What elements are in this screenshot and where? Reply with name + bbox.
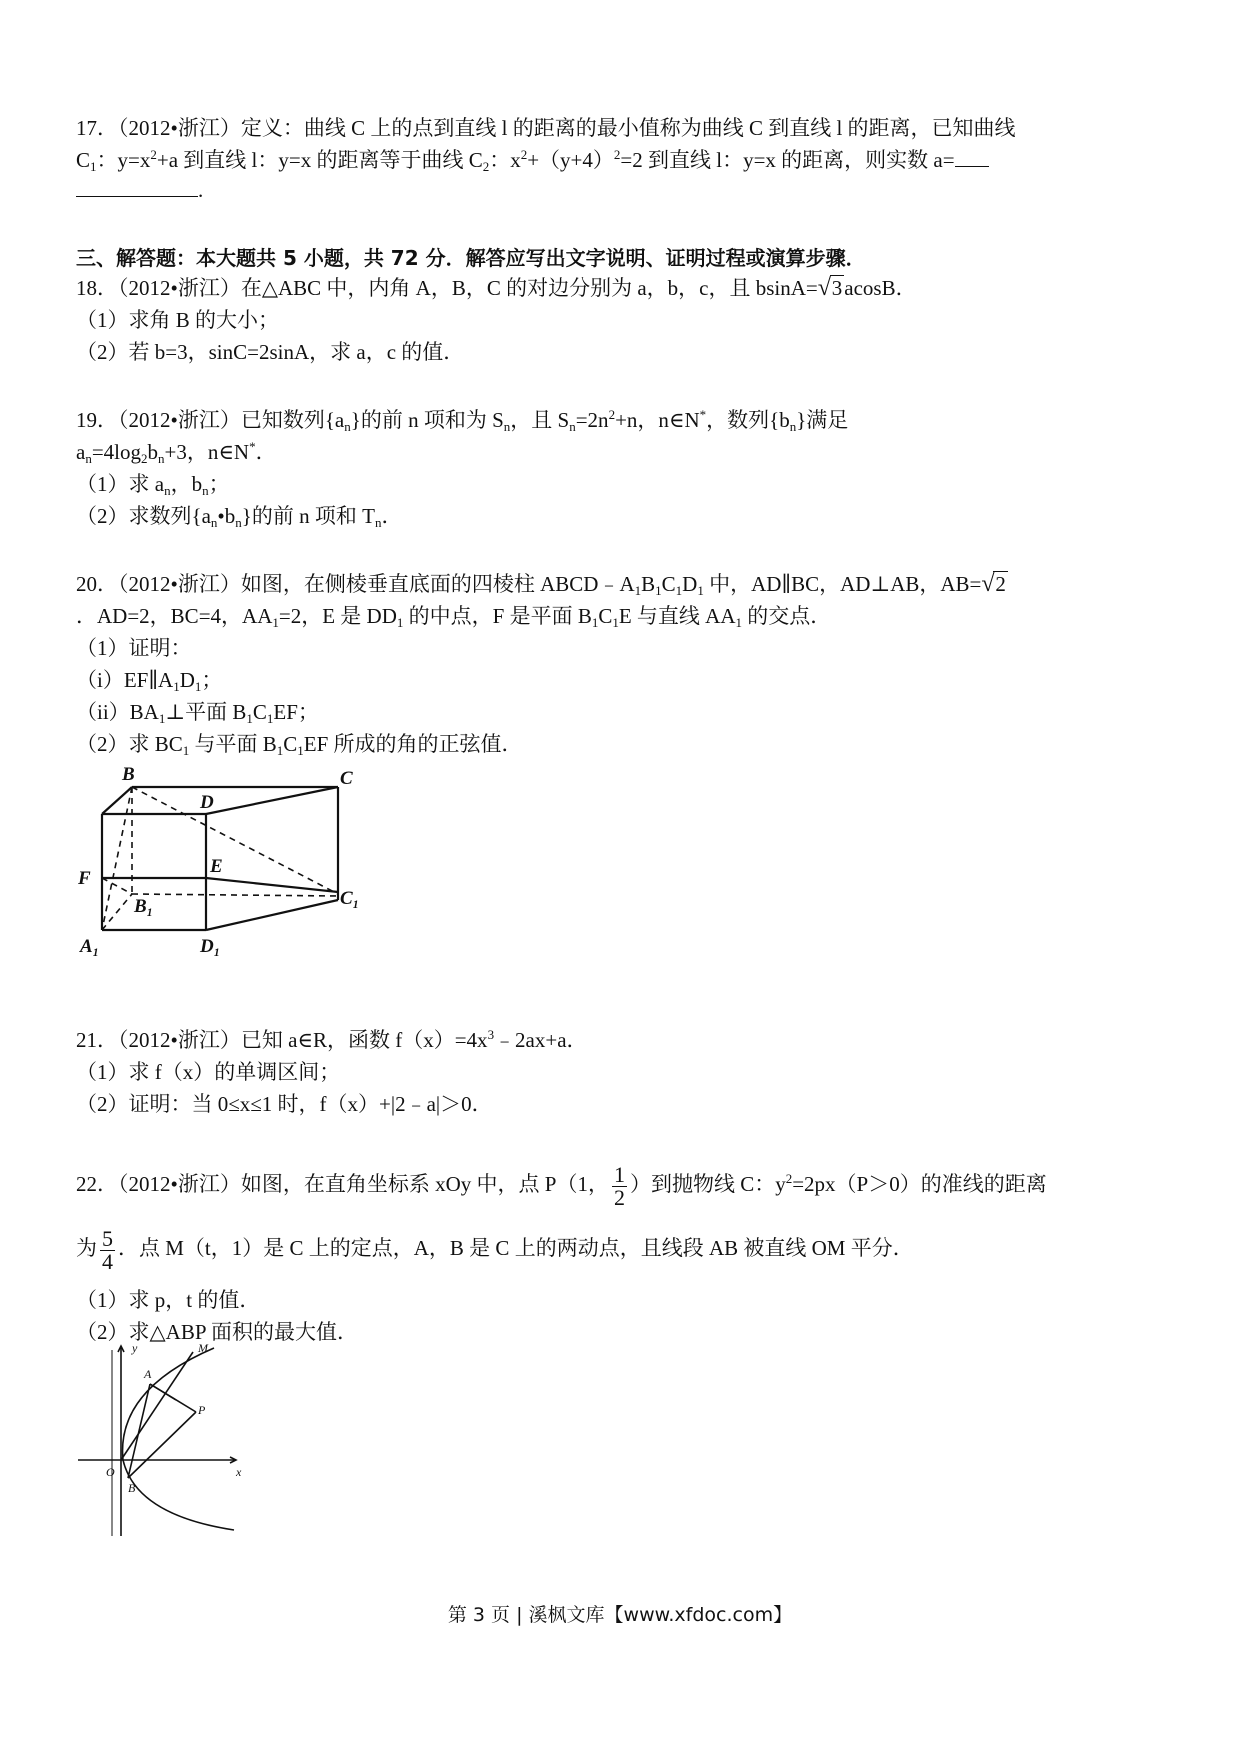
label-O: O (106, 1465, 115, 1479)
label-A1: A₁ (80, 936, 100, 957)
q19-stem-line2: $a_n=4\log_2b_n+3$，n∈N*． (76, 439, 277, 466)
label-E: E (210, 856, 223, 877)
label-C1: C₁ (340, 888, 360, 909)
label-F: F (78, 868, 91, 889)
q18-part2: （2）若 b=3，sinC=2sinA，求 a，c 的值． (76, 340, 465, 364)
label-M: M (198, 1341, 208, 1355)
label-x: x (236, 1465, 242, 1479)
q22-part1: （1）求 p，t 的值． (76, 1288, 261, 1312)
label-D1: D₁ (200, 936, 221, 957)
q18-stem: 18．（2012•浙江）在△ABC 中，内角 A，B，C 的对边分别为 a，b，c，且 bsinA= √ 3acosB． (76, 275, 917, 301)
sqrt-expression: √ 2 (981, 571, 1006, 597)
label-P: P (198, 1403, 206, 1417)
label-B: B (122, 764, 135, 785)
q17-line2: $C_1$：$y=x^2+a$ 到直线 l：y=x 的距离等于曲线 $C_2$：$x^2+(y+4)^2=2$ 到直线 l：y=x 的距离，则实数 a= (76, 146, 989, 174)
q19-stem: 19．（2012•浙江）已知数列$\{a_n\}$的前 n 项和为 $S_n$，且 $S_n=2n^2+n$，n∈N*，数列$\{b_n\}$满足 (76, 407, 849, 434)
q22-part2: （2）求△ABP 面积的最大值． (76, 1320, 358, 1344)
page-footer: 第 3 页 | 溪枫文库【www.xfdoc.com】 (447, 1604, 793, 1626)
q20-stem: 20．（2012•浙江）如图，在侧棱垂直底面的四棱柱 $ABCD﹣A_1B_1C_1D_1$ 中，AD∥BC，AD⊥AB，AB= √ 2 (76, 571, 1006, 598)
q21-stem: 21．（2012•浙江）已知 a∈R，函数 $f(x)=4x^3﹣2ax+a$． (76, 1027, 588, 1052)
answer-blank (955, 146, 989, 167)
q20-part2: （2）求 $BC_1$ 与平面 $B_1C_1EF$ 所成的角的正弦值． (76, 732, 523, 758)
label-B: B (128, 1481, 136, 1495)
q20-stem-line2: ．AD=2，BC=4，$AA_1=2$，E 是 $DD_1$ 的中点，F 是平面 $B_1C_1E$ 与直线 $AA_1$ 的交点． (76, 604, 832, 630)
q21-part1: （1）求 f（x）的单调区间； (76, 1060, 341, 1084)
q21-part2: （2）证明：当 0≤x≤1 时，f（x）+|2﹣a|＞0． (76, 1092, 493, 1116)
parabola-figure (76, 1340, 276, 1540)
q22-stem: 22．（2012•浙江）如图，在直角坐标系 xOy 中，点 P（1， $\frac{1}{2}$ ）到抛物线 C：$y^2=2px(P>0)$的准线的距离 (76, 1161, 1047, 1210)
label-D: D (200, 792, 214, 813)
label-y: y (132, 1341, 138, 1355)
label-B1: B₁ (134, 896, 154, 917)
prism-figure (76, 760, 376, 960)
label-C: C (340, 768, 353, 789)
fraction: $\frac{1}{2}$ (613, 1161, 625, 1210)
q20-part1-i: $(i)EF\parallel A_1D_1$； (76, 668, 223, 694)
answer-blank-cont (76, 176, 198, 197)
section-heading: 三、解答题：本大题共 5 小题，共 72 分．解答应写出文字说明、证明过程或演算步骤． (76, 246, 866, 270)
fraction: $\frac{5}{4}$ (102, 1225, 113, 1274)
q19-part1: （1）求 $a_n$，$b_n$； (76, 472, 230, 498)
q18-part1: （1）求角 B 的大小； (76, 308, 280, 332)
label-A: A (144, 1367, 152, 1381)
q17-line3: . (76, 176, 203, 204)
q20-part1: （1）证明： (76, 636, 192, 660)
sqrt-expression: √ 3 (817, 275, 843, 301)
q22-stem-line2: 为 $\frac{5}{4}$ ．点 M（t，1）是 C 上的定点，A，B 是 C 上的两动点，且线段 AB 被直线 OM 平分． (76, 1225, 914, 1274)
q17-line1: 17．（2012•浙江）定义：曲线 C 上的点到直线 l 的距离的最小值称为曲线 C 到直线 l 的距离，已知曲线 (76, 116, 1016, 140)
q20-part1-ii: $(ii)BA_1\perp$平面 $B_1C_1EF$； (76, 700, 319, 726)
q19-part2: （2）求数列$\{a_n•b_n\}$的前 n 项和 $T_n$． (76, 504, 403, 530)
